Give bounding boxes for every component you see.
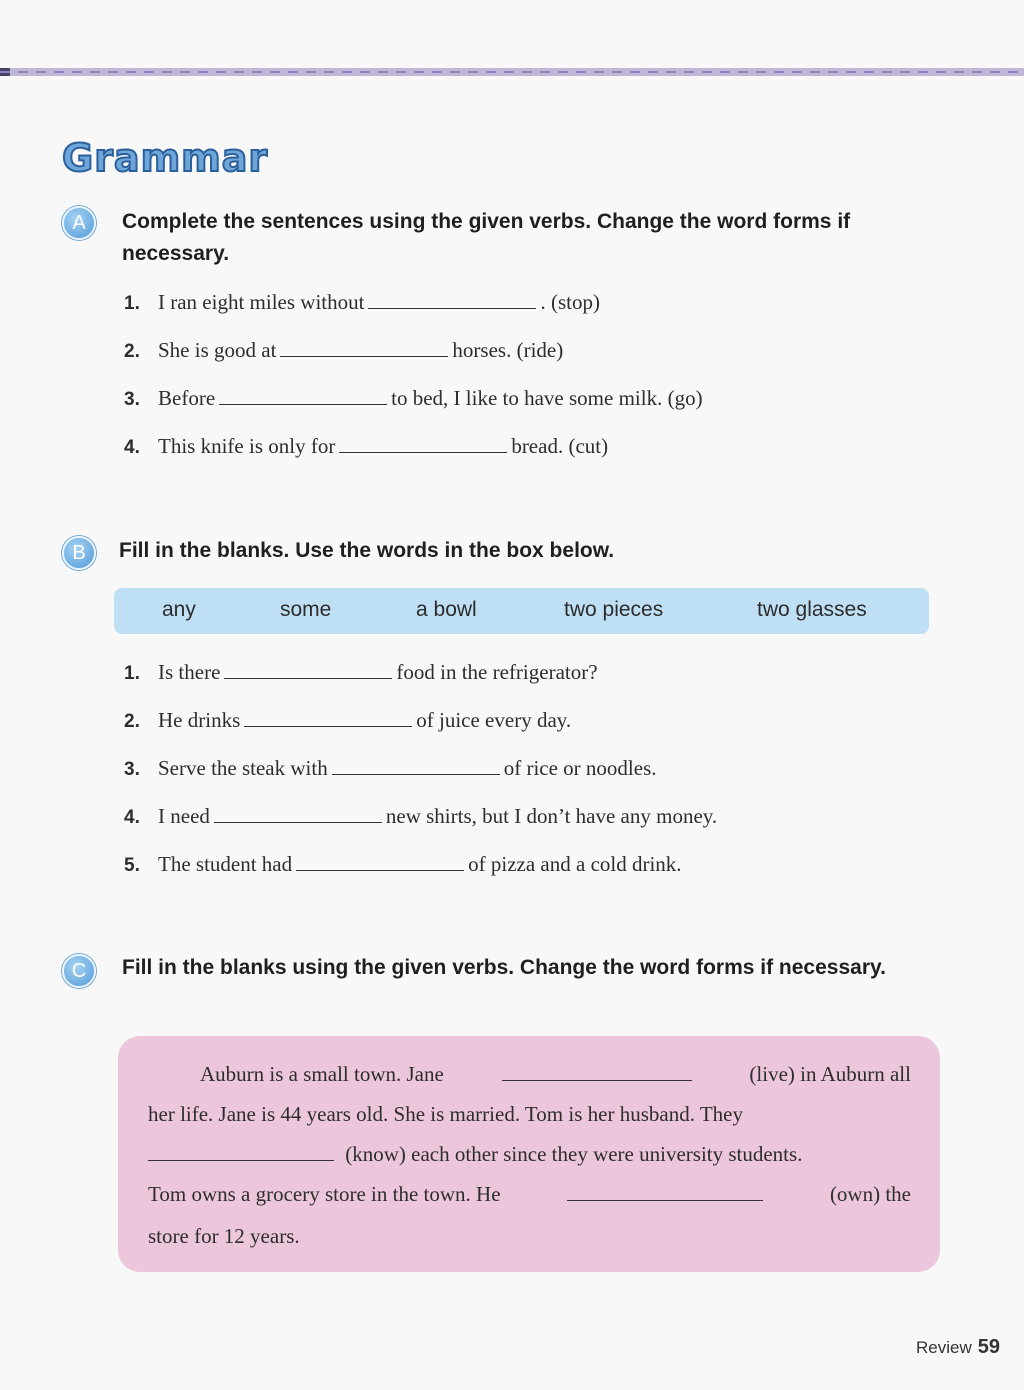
section-c-instruction: Fill in the blanks using the given verbs. Change the word forms if necessary. xyxy=(122,956,886,979)
answer-blank[interactable] xyxy=(148,1142,334,1161)
top-dashed-border xyxy=(0,68,1024,76)
exercise-a-item-3 xyxy=(124,386,703,411)
word-bank-item: some xyxy=(280,598,332,621)
item-text-before: This knife is only for xyxy=(158,434,336,458)
exercise-b-item-5 xyxy=(124,852,682,877)
item-text-after: bread. (cut) xyxy=(511,434,609,458)
item-text-before: She is good at xyxy=(158,338,277,362)
answer-blank[interactable] xyxy=(296,852,464,871)
item-text-before: Serve the steak with xyxy=(158,756,328,780)
item-number: 2. xyxy=(124,341,140,362)
item-text-after: horses. (ride) xyxy=(452,338,564,362)
item-number: 5. xyxy=(124,855,140,876)
answer-blank[interactable] xyxy=(219,386,387,405)
answer-blank[interactable] xyxy=(502,1062,692,1081)
page-number: 59 xyxy=(977,1336,1000,1358)
word-bank-item: a bowl xyxy=(416,598,477,621)
item-text-before: I ran eight miles without xyxy=(158,290,365,314)
passage-line-3 xyxy=(148,1142,911,1167)
section-a-badge: A xyxy=(62,206,96,240)
item-text-after: . (stop) xyxy=(540,290,600,314)
passage-line-2: her life. Jane is 44 years old. She is married. Tom is her husband. They xyxy=(148,1102,743,1126)
exercise-b-item-3 xyxy=(124,756,657,781)
word-bank-box xyxy=(114,588,929,634)
answer-blank[interactable] xyxy=(368,290,536,309)
section-b-instruction: Fill in the blanks. Use the words in the box below. xyxy=(119,539,615,562)
item-text-before: He drinks xyxy=(158,708,241,732)
item-number: 4. xyxy=(124,437,140,458)
passage-text: (live) in Auburn all xyxy=(749,1062,911,1086)
passage-line-4 xyxy=(148,1182,911,1207)
section-a-instruction: Complete the sentences using the given verbs. Change the word forms if necessary. xyxy=(122,210,851,265)
answer-blank[interactable] xyxy=(244,708,412,727)
item-number: 2. xyxy=(124,711,140,732)
item-text-before: The student had xyxy=(158,852,293,876)
item-text-after: to bed, I like to have some milk. (go) xyxy=(391,386,703,410)
exercise-b-item-4 xyxy=(124,804,717,829)
item-text-after: of juice every day. xyxy=(416,708,572,732)
answer-blank[interactable] xyxy=(280,338,448,357)
item-text-before: Before xyxy=(158,386,216,410)
word-bank-item: two pieces xyxy=(564,598,664,621)
passage-text: (know) each other since they were university students. xyxy=(345,1142,803,1166)
passage-text: (own) the xyxy=(829,1182,911,1206)
item-number: 3. xyxy=(124,759,140,780)
exercise-a-item-4 xyxy=(124,434,608,459)
item-text-before: I need xyxy=(158,804,210,828)
page-footer xyxy=(916,1336,1000,1359)
item-text-before: Is there xyxy=(158,660,221,684)
answer-blank[interactable] xyxy=(214,804,382,823)
item-text-after: of pizza and a cold drink. xyxy=(468,852,682,876)
item-text-after: new shirts, but I don’t have any money. xyxy=(385,804,718,828)
item-number: 4. xyxy=(124,807,140,828)
section-c-badge: C xyxy=(62,954,96,988)
item-text-after: of rice or noodles. xyxy=(503,756,657,780)
item-number: 1. xyxy=(124,293,140,314)
exercise-b-item-1 xyxy=(124,660,598,685)
page-title: Grammar xyxy=(62,136,269,180)
word-bank-item: two glasses xyxy=(757,598,867,621)
answer-blank[interactable] xyxy=(224,660,392,679)
exercise-a-item-2 xyxy=(124,338,563,363)
word-bank-item: any xyxy=(162,598,196,621)
footer-label: Review xyxy=(916,1338,972,1357)
answer-blank[interactable] xyxy=(567,1182,763,1201)
section-b-badge: B xyxy=(62,536,96,570)
passage-text: Auburn is a small town. Jane xyxy=(200,1062,444,1086)
exercise-b-item-2 xyxy=(124,708,571,733)
answer-blank[interactable] xyxy=(339,434,507,453)
answer-blank[interactable] xyxy=(332,756,500,775)
passage-text: Tom owns a grocery store in the town. He xyxy=(148,1182,501,1206)
passage-line-1 xyxy=(148,1062,911,1087)
item-number: 1. xyxy=(124,663,140,684)
item-text-after: food in the refrigerator? xyxy=(396,660,598,684)
exercise-a-item-1 xyxy=(124,290,600,315)
passage-line-5: store for 12 years. xyxy=(148,1224,300,1248)
item-number: 3. xyxy=(124,389,140,410)
